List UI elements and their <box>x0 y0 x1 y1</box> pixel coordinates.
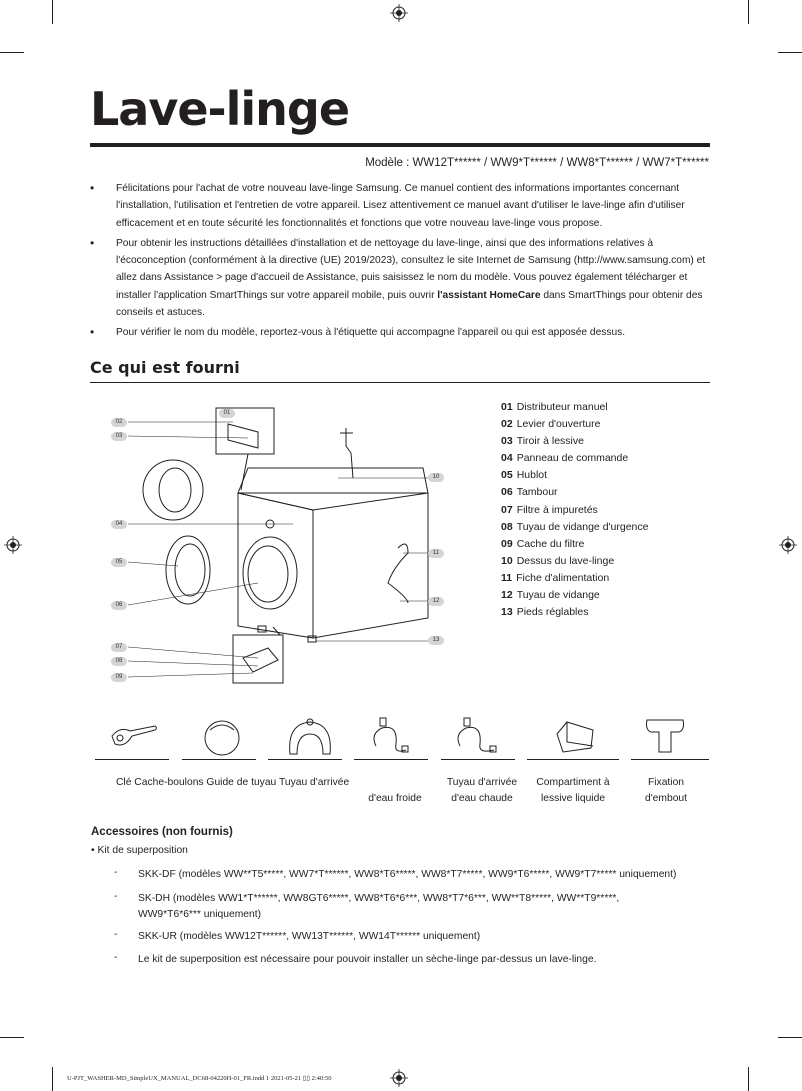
callout-10: 10 <box>428 473 444 482</box>
dash-marker: - <box>114 867 118 878</box>
crop-mark <box>0 1037 24 1038</box>
callout-13: 13 <box>428 636 444 645</box>
accessory-label-row: Clé Cache-boulons Guide de tuyau Tuyau d'arrivée <box>116 777 350 788</box>
registration-mark-icon <box>390 1069 408 1087</box>
dash-marker: - <box>114 891 118 902</box>
part-label: Tiroir à lessive <box>516 435 584 448</box>
accessory-divider <box>631 759 709 760</box>
part-label: Hublot <box>516 469 548 482</box>
part-number: 12 <box>501 589 513 602</box>
accessory-divider <box>527 759 619 760</box>
callout-01: 01 <box>219 409 235 418</box>
hose-guide-icon <box>285 714 335 758</box>
accessory-label: d'eau chaude <box>451 793 513 804</box>
part-number: 02 <box>501 418 513 431</box>
dash-marker: - <box>114 952 118 963</box>
part-number: 07 <box>501 503 513 516</box>
cold-water-hose-icon <box>368 714 412 758</box>
crop-mark <box>748 0 749 24</box>
part-label: Tuyau de vidange d'urgence <box>516 520 649 533</box>
callout-12: 12 <box>428 597 444 606</box>
model-line: Modèle : WW12T****** / WW9*T****** / WW8*T****** / WW7*T****** <box>365 157 709 169</box>
kit-item: Le kit de superposition est nécessaire pour pouvoir installer un sèche-linge par-dessus un lave-linge. <box>138 954 597 965</box>
part-item <box>501 553 648 570</box>
washer-illustration <box>108 398 452 698</box>
intro-bullet <box>90 235 710 321</box>
kit-item: WW9*T6*6*** uniquement) <box>138 909 262 920</box>
part-label: Filtre à impuretés <box>516 503 598 516</box>
crop-mark <box>52 0 53 24</box>
registration-mark-icon <box>390 4 408 22</box>
part-item <box>501 536 648 553</box>
part-number: 06 <box>501 486 513 499</box>
part-item <box>501 399 648 416</box>
part-number: 13 <box>501 606 513 619</box>
registration-mark-icon <box>779 536 797 554</box>
part-item <box>501 587 648 604</box>
homecare-assistant-text: l'assistant HomeCare <box>437 289 541 301</box>
accessory-label: d'eau froide <box>368 793 422 804</box>
bolt-cap-icon <box>200 716 244 758</box>
crop-mark <box>778 52 802 53</box>
intro-bullet: • Pour vérifier le nom du modèle, reportez-vous à l'étiquette qui accompagne l'appareil ou qui est apposée dessus. <box>90 324 710 341</box>
part-label: Fiche d'alimentation <box>516 571 610 584</box>
accessory-label: d'embout <box>644 793 688 804</box>
intro-text: Pour obtenir les instructions détaillées d'installation et de nettoyage du lave-linge, ainsi que des informations relatives à l'écoconception (conformément à la directive (UE) 2019/2023), consultez le site Internet de Samsung (http://www.samsung.com) et allez dans Assistance > page d'accueil de Assistance, puis saisissez le nom du modèle. Vous pouvez également télécharger et installer l'application SmartThings sur votre appareil mobile, puis ouvrir <box>116 237 706 301</box>
accessory-label: Compartiment à <box>536 777 610 788</box>
part-number: 03 <box>501 435 513 448</box>
part-item <box>501 433 648 450</box>
part-item <box>501 467 648 484</box>
part-number: 05 <box>501 469 513 482</box>
part-label: Tambour <box>516 486 558 499</box>
part-number: 11 <box>501 571 513 584</box>
parts-list <box>501 399 648 621</box>
accessory-divider <box>95 759 169 760</box>
callout-06: 06 <box>111 601 127 610</box>
part-number: 08 <box>501 520 513 533</box>
callout-11: 11 <box>428 549 444 558</box>
accessory-divider <box>182 759 256 760</box>
print-footer: U-PJT_WASHER-MD_SimpleUX_MANUAL_DC68-04220H-01_FR.indd 1 2021-05-21 ▯▯ 2:40:50 <box>67 1075 332 1082</box>
part-item <box>501 519 648 536</box>
dash-marker: - <box>114 929 118 940</box>
section-rule <box>90 382 710 383</box>
wrench-icon <box>110 716 160 756</box>
kit-item: SKK-UR (modèles WW12T******, WW13T******, WW14T****** uniquement) <box>138 931 481 942</box>
part-number: 04 <box>501 452 513 465</box>
part-label: Panneau de commande <box>516 452 629 465</box>
part-item <box>501 450 648 467</box>
intro-bullet: • Félicitations pour l'achat de votre nouveau lave-linge Samsung. Ce manuel contient des informations importantes concernant l'installation, l'utilisation et l'entretien de votre appareil. Lisez attentivement ce manuel avant d'utiliser le lave-linge afin d'utiliser efficacement et en toute sécurité les fonctionnalités et fonctions que votre nouveau lave-linge vous propose. <box>90 180 710 232</box>
liquid-detergent-compartment-icon <box>553 718 597 756</box>
part-label: Pieds réglables <box>516 606 589 619</box>
crop-mark <box>778 1037 802 1038</box>
part-item <box>501 502 648 519</box>
section-title: Ce qui est fourni <box>90 358 240 377</box>
accessory-divider <box>354 759 428 760</box>
hot-water-hose-icon <box>452 714 500 758</box>
callout-04: 04 <box>111 520 127 529</box>
accessory-divider <box>268 759 342 760</box>
part-label: Tuyau de vidange <box>516 589 600 602</box>
accessories-title: Accessoires (non fournis) <box>91 826 233 838</box>
crop-mark <box>52 1067 53 1091</box>
accessory-divider <box>441 759 515 760</box>
fitting-icon <box>643 716 687 758</box>
part-item <box>501 604 648 621</box>
callout-08: 08 <box>111 657 127 666</box>
callout-05: 05 <box>111 558 127 567</box>
accessory-label: Fixation <box>647 777 685 788</box>
kit-item: SKK-DF (modèles WW**T5*****, WW7*T******, WW8*T6*****, WW8*T7*****, WW9*T6*****, WW9*T7***** uniquement) <box>138 869 677 880</box>
part-label: Cache du filtre <box>516 537 585 550</box>
callout-09: 09 <box>111 673 127 682</box>
registration-mark-icon <box>4 536 22 554</box>
accessory-label: Tuyau d'arrivée <box>446 777 518 788</box>
part-number: 10 <box>501 554 513 567</box>
accessory-label: lessive liquide <box>540 793 606 804</box>
callout-03: 03 <box>111 432 127 441</box>
kit-bullet: • Kit de superposition <box>91 845 188 856</box>
part-label: Distributeur manuel <box>516 401 608 413</box>
page-title: Lave-linge <box>90 82 350 136</box>
part-item <box>501 416 648 433</box>
callout-07: 07 <box>111 643 127 652</box>
kit-item: SK-DH (modèles WW1*T******, WW8GT6*****, WW8*T6*6***, WW8*T7*6***, WW**T8*****, WW**T9*****, <box>138 893 620 904</box>
part-label: Levier d'ouverture <box>516 418 601 431</box>
title-rule <box>90 143 710 147</box>
intro-list <box>90 180 710 345</box>
intro-text: dans SmartThings pour obtenir des conseils et astuces. <box>116 289 703 319</box>
crop-mark <box>0 52 24 53</box>
part-item <box>501 570 648 587</box>
crop-mark <box>748 1067 749 1091</box>
part-item <box>501 484 648 501</box>
part-label: Dessus du lave-linge <box>516 554 615 567</box>
part-number: 09 <box>501 537 513 550</box>
callout-02: 02 <box>111 418 127 427</box>
part-number: 01 <box>501 401 513 413</box>
